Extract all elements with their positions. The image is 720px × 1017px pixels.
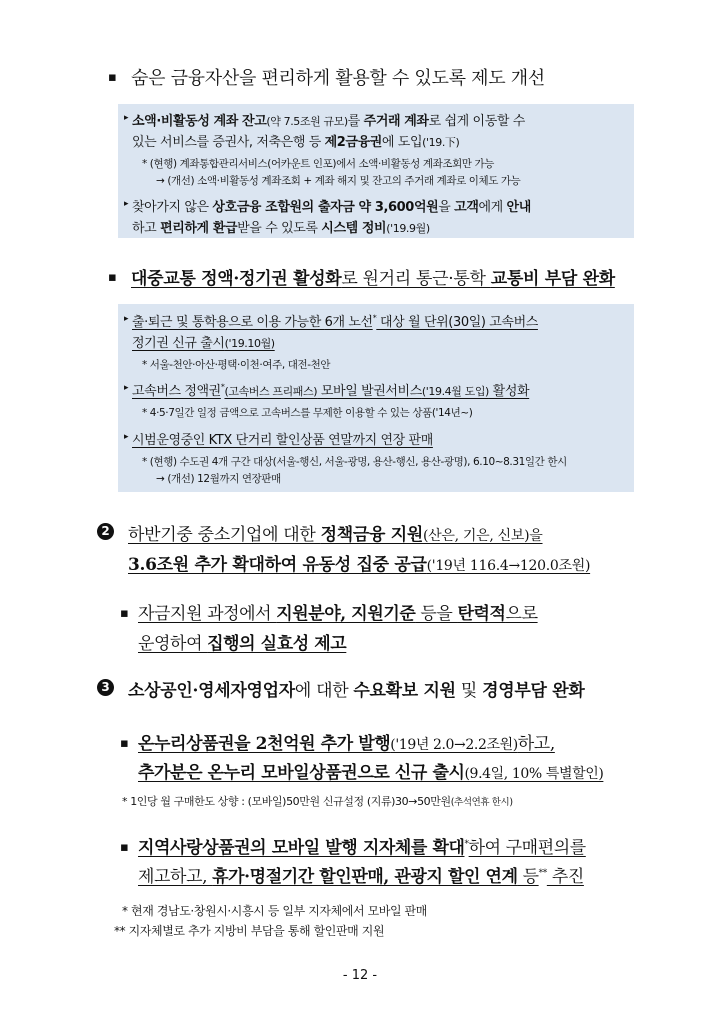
paren-text: ('19.10월): [224, 337, 275, 350]
number-badge: 2: [97, 523, 114, 540]
section-bullet: ▪: [108, 270, 117, 285]
bold-text: 휴가·명절기간 할인판매, 관광지 할인 연계: [212, 867, 518, 887]
note-line: → (개선) 소액·비활동성 계좌조회 + 계좌 해지 및 잔고의 주거래 계좌로 이체도 가능: [156, 175, 521, 187]
text: 고속버스 정액권: [132, 384, 221, 399]
text: 에게: [478, 200, 507, 215]
sub-line: [138, 758, 603, 783]
paren-text: (9.4일, 10% 특별할인): [464, 766, 604, 782]
text: 로 쉽게 이동할 수: [428, 114, 525, 129]
text: 모바일 발권서비스: [317, 384, 422, 399]
text: 받을 수 있도록: [237, 221, 322, 236]
note-line: * 4·5·7일간 일정 금액으로 고속버스를 무제한 이용할 수 있는 상품('14년~): [142, 407, 473, 419]
section-bullet: ▪: [108, 70, 117, 85]
bold-text: 온누리상품권을 2천억원 추가 발행: [138, 734, 391, 754]
bold-text: 정책금융 지원: [320, 525, 424, 545]
bold-text: 지역사랑상품권의 모바일 발행 지자체를 확대: [138, 838, 465, 858]
paren-text: ('19년 2.0→2.2조원): [390, 737, 518, 753]
numbered-heading-line: [128, 550, 590, 575]
triangle-bullet-icon: ▸: [124, 314, 129, 324]
bold-text: 소상공인·영세자영업자: [128, 681, 295, 701]
paren-text: (고속버스 프리패스): [224, 385, 318, 398]
heading-text: 숨은 금융자산을 편리하게 활용할 수 있도록 제도 개선: [131, 68, 545, 89]
bold-text: 고객: [454, 200, 479, 215]
box-item-line: [132, 429, 626, 448]
text: 하고: [132, 221, 161, 236]
section-heading: [131, 64, 545, 90]
text: 시범운영중인 KTX 단거리 할인상품 연말까지 연장 판매: [132, 433, 433, 448]
box-item-line: [132, 332, 626, 351]
text: 에 도입: [381, 135, 423, 150]
sub-line: [138, 833, 586, 858]
paren-text: (추석연휴 한시): [450, 797, 513, 808]
triangle-bullet-icon: ▸: [124, 432, 129, 442]
box-item-line: [132, 131, 626, 150]
text: 정기권 신규 출시: [132, 336, 225, 351]
sub-line: [138, 729, 555, 754]
sub-line: [138, 629, 346, 654]
bold-text: 추가분은 온누리 모바일상품권으로 신규 출시: [138, 763, 465, 783]
detail-box-2: [118, 304, 634, 492]
note-line: → (개선) 12월까지 연장판매: [156, 473, 281, 485]
box-item-line: [132, 217, 626, 236]
page-number: - 12 -: [342, 968, 378, 983]
footnote-mark: *: [372, 313, 377, 323]
bold-text: 탄력적: [457, 604, 506, 624]
text: 자금지원 과정에서: [138, 604, 277, 624]
note-line: ** 지자체별로 추가 지방비 부담을 통해 할인판매 지원: [114, 924, 385, 938]
note-line: * (현행) 수도권 4개 구간 대상(서울-행신, 서울-광명, 용산-행신, 용산-광명), 6.10~8.31일간 한시: [142, 456, 567, 468]
sub-bullet: ▪: [120, 736, 129, 751]
text: 제고하고,: [138, 867, 213, 887]
note-line: * 현재 경남도·창원시·시흥시 등 일부 지자체에서 모바일 판매: [122, 904, 427, 918]
section-heading: [131, 264, 615, 289]
text: 추진: [546, 867, 584, 887]
footnote-mark: **: [538, 868, 547, 879]
bold-text: 3.6조원 추가 확대하여 유동성 집중 공급: [128, 555, 427, 575]
number-badge: 3: [97, 679, 114, 696]
bold-text: 경영부담 완화: [482, 681, 585, 701]
note-line: * 서울-천안·아산·평택·이천·여주, 대전-천안: [142, 359, 331, 371]
detail-box-1: [118, 104, 634, 238]
sub-line: [138, 599, 538, 624]
text: 등을: [415, 604, 458, 624]
paren-text: ('19.下): [422, 136, 460, 149]
text: 대상 월 단위(30일) 고속버스: [376, 315, 538, 330]
text: 출·퇴근 및 통학용으로 이용 가능한: [132, 315, 325, 330]
triangle-bullet-icon: ▸: [124, 199, 129, 209]
box-item-line: [132, 196, 626, 215]
paren-text: ('19.4월 도입): [421, 385, 489, 398]
bold-text: 소액·비활동성 계좌 잔고: [132, 114, 267, 129]
text: 하여 구매편의를: [468, 838, 586, 858]
bold-text: 수요확보 지원: [353, 681, 456, 701]
paren-text: ('19년 116.4→120.0조원): [426, 558, 591, 574]
text: 으로: [505, 604, 538, 624]
text: 을: [438, 200, 455, 215]
text: 등: [517, 867, 539, 887]
bold-text: 편리하게 환급: [160, 221, 238, 236]
sub-bullet: ▪: [120, 840, 129, 855]
sub-bullet: ▪: [120, 606, 129, 621]
box-item-line: [132, 380, 626, 399]
footnote-mark: *: [464, 839, 469, 850]
numbered-heading-line: [128, 676, 584, 701]
text: 찾아가지 않은: [132, 200, 213, 215]
text: 활성화: [488, 384, 530, 399]
paren-text: ('19.9월): [386, 222, 430, 235]
text: 하반기중 중소기업에 대한: [128, 525, 321, 545]
bold-text: 주거래 계좌: [363, 114, 429, 129]
text: 및: [455, 681, 483, 701]
bold-text: 집행의 실효성 제고: [207, 634, 347, 654]
text: 있는 서비스를 증권사, 저축은행 등: [132, 135, 325, 150]
paren-text: (약 7.5조원 규모): [266, 115, 348, 128]
box-item-line: [132, 311, 626, 330]
note-line: [122, 793, 513, 809]
bold-text: 상호금융 조합원의 출자금 약 3,600억원: [212, 200, 439, 215]
text: 를: [347, 114, 364, 129]
box-item-line: [132, 110, 626, 129]
triangle-bullet-icon: ▸: [124, 383, 129, 393]
text: 6개 노선: [324, 315, 373, 330]
note-line: * (현행) 계좌통합관리서비스(어카운트 인포)에서 소액·비활동성 계좌조회만 가능: [142, 158, 494, 170]
text: 에 대한: [294, 681, 354, 701]
bold-text: 안내: [506, 200, 531, 215]
triangle-bullet-icon: ▸: [124, 113, 129, 123]
text: * 1인당 월 구매한도 상향 : (모바일)50만원 신규설정 (지류)30→50만원: [122, 795, 451, 808]
bold-text: 제2금융권: [324, 135, 382, 150]
bold-text: 지원분야, 지원기준: [276, 604, 416, 624]
paren-text: (산은, 기은, 신보)을: [423, 528, 543, 544]
footnote-mark: *: [220, 382, 225, 392]
heading-bold: 대중교통 정액·정기권 활성화: [131, 269, 342, 289]
text: 운영하여: [138, 634, 208, 654]
bold-text: 시스템 정비: [321, 221, 387, 236]
sub-line: [138, 862, 584, 887]
heading-bold: 교통비 부담 완화: [490, 269, 615, 289]
heading-text: 로 원거리 통근·통학: [341, 269, 491, 289]
text: 하고,: [517, 734, 555, 754]
numbered-heading-line: [128, 520, 543, 545]
